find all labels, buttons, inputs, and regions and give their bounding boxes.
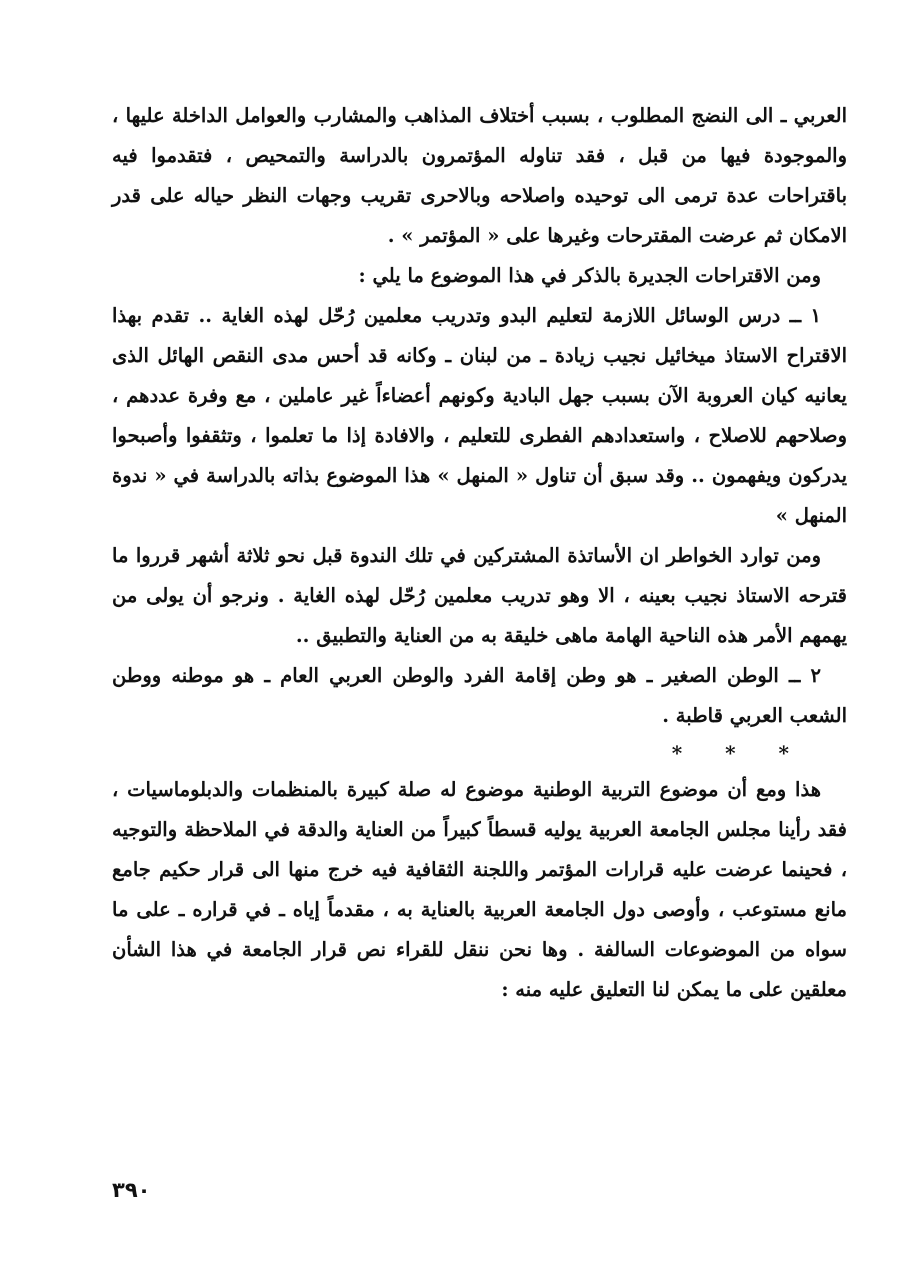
page-body bbox=[112, 96, 847, 1010]
page-number: ٣٩٠ bbox=[112, 1178, 151, 1202]
paragraph-3-item-1: ١ ــ درس الوسائل اللازمة لتعليم البدو وتدريب معلمين رُحّل لهذه الغاية .. تقدم بهذا الاقتراح الاستاذ ميخائيل نجيب زيادة ـ من لبنان ـ وكانه قد أحس مدى النقص الهائل الذى يعانيه كيان العروبة الآن بسبب جهل البادية وكونهم أعضاءاً غير عاملين ، مع وفرة عددهم ، وصلاحهم للاصلاح ، واستعدادهم الفطرى للتعليم ، والافادة إذا ما تعلموا ، وتثقفوا وأصبحوا يدركون ويفهمون .. وقد سبق أن تناول « المنهل » هذا الموضوع بذاته بالدراسة في « ندوة المنهل » bbox=[112, 304, 847, 527]
paragraph-1: العربي ـ الى النضج المطلوب ، بسبب أختلاف المذاهب والمشارب والعوامل الداخلة عليها ، والموجودة فيها من قبل ، فقد تناوله المؤتمرون بالدراسة والتمحيص ، فتقدموا فيه باقتراحات عدة ترمى الى توحيده واصلاحه وبالاحرى تقريب وجهات النظر حياله على قدر الامكان ثم عرضت المقترحات وغيرها على « المؤتمر » . bbox=[112, 104, 847, 247]
paragraph-2: ومن الاقتراحات الجديرة بالذكر في هذا الموضوع ما يلي : bbox=[358, 264, 821, 287]
paragraph-6: هذا ومع أن موضوع التربية الوطنية موضوع له صلة كبيرة بالمنظمات والدبلوماسيات ، فقد رأينا مجلس الجامعة العربية يوليه قسطاً كبيراً من العناية والدقة في الملاحظة والتوجيه ، فحينما عرضت عليه قرارات المؤتمر واللجنة الثقافية فيه خرج منها الى قرار حكيم جامع مانع مستوعب ، وأوصى دول الجامعة العربية بالعناية به ، مقدماً إياه ـ في قراره ـ على ما سواه من الموضوعات السالفة . وها نحن ننقل للقراء نص قرار الجامعة في هذا الشأن معلقين على ما يمكن لنا التعليق عليه منه : bbox=[112, 778, 847, 1001]
paragraph-4: ومن توارد الخواطر ان الأساتذة المشتركين في تلك الندوة قبل نحو ثلاثة أشهر قرروا ما قترحه الاستاذ نجيب بعينه ، الا وهو تدريب معلمين رُحّل لهذه الغاية . ونرجو أن يولى من يهمهم الأمر هذه الناحية الهامة ماهى خليقة به من العناية والتطبيق .. bbox=[112, 544, 847, 647]
paragraph-5-item-2: ٢ ــ الوطن الصغير ـ هو وطن إقامة الفرد والوطن العربي العام ـ هو موطنه ووطن الشعب العربي قاطبة . bbox=[112, 664, 847, 727]
section-separator: * * * bbox=[671, 741, 807, 765]
